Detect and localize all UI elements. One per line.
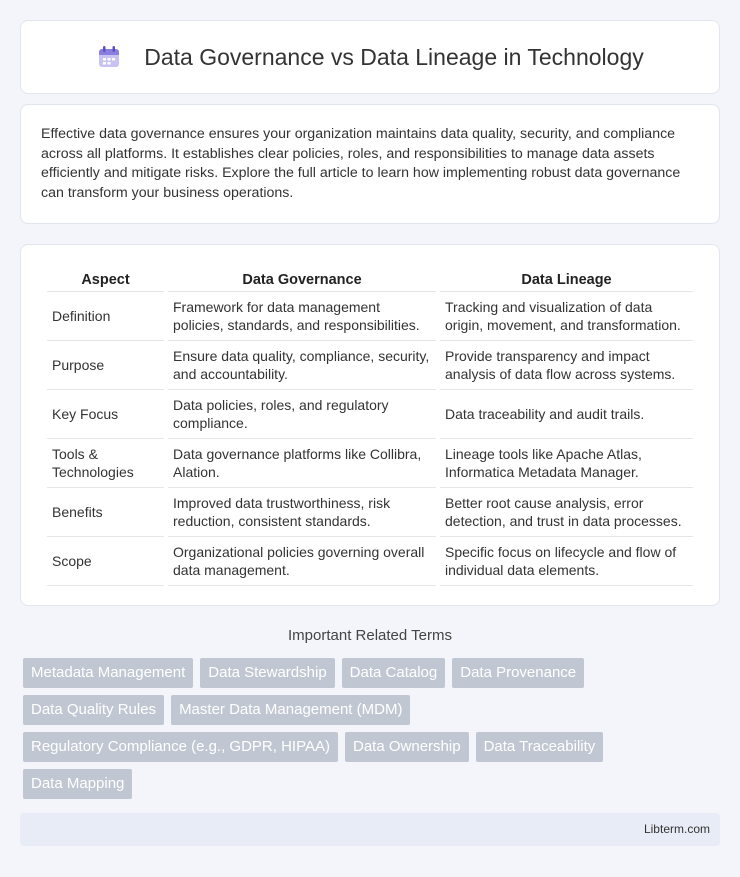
row-governance: Data governance platforms like Collibra, Alation. — [168, 439, 436, 488]
table-row — [47, 341, 693, 390]
row-governance: Ensure data quality, compliance, security, and accountability. — [168, 341, 436, 390]
row-lineage: Specific focus on lifecycle and flow of individual data elements. — [440, 537, 693, 586]
intro-text: Effective data governance ensures your organization maintains data quality, security, and compliance across all platforms. It establishes clear policies, roles, and responsibilities to manage data assets efficiently and mitigate risks. Explore the full article to learn how implementing robust data governance can transform your business operations. — [41, 126, 681, 201]
related-term-tag[interactable]: Data Ownership — [345, 732, 469, 762]
footer — [20, 813, 720, 846]
row-aspect: Key Focus — [47, 390, 164, 439]
related-term-tag[interactable]: Data Stewardship — [200, 658, 334, 688]
header-aspect: Aspect — [47, 265, 164, 292]
intro-card — [20, 104, 720, 224]
table-row — [47, 292, 693, 341]
table-row — [47, 439, 693, 488]
row-aspect: Definition — [47, 292, 164, 341]
calendar-icon — [96, 44, 122, 70]
row-governance: Data policies, roles, and regulatory compliance. — [168, 390, 436, 439]
row-aspect: Scope — [47, 537, 164, 586]
title-card — [20, 20, 720, 94]
related-term-tag[interactable]: Metadata Management — [23, 658, 193, 688]
table-row — [47, 488, 693, 537]
table-header-row — [47, 265, 693, 292]
row-governance: Framework for data management policies, standards, and responsibilities. — [168, 292, 436, 341]
related-term-tag[interactable]: Master Data Management (MDM) — [171, 695, 410, 725]
row-lineage: Data traceability and audit trails. — [440, 390, 693, 439]
table-row — [47, 537, 693, 586]
related-term-tag[interactable]: Data Mapping — [23, 769, 132, 799]
footer-site-link[interactable]: Libterm.com — [643, 822, 710, 836]
related-term-tag[interactable]: Regulatory Compliance (e.g., GDPR, HIPAA) — [23, 732, 338, 762]
row-lineage: Provide transparency and impact analysis of data flow across systems. — [440, 341, 693, 390]
row-governance: Organizational policies governing overall data management. — [168, 537, 436, 586]
related-terms-title: Important Related Terms — [288, 627, 452, 644]
header-data-governance: Data Governance — [168, 265, 436, 292]
row-aspect: Purpose — [47, 341, 164, 390]
related-term-tag[interactable]: Data Traceability — [476, 732, 604, 762]
related-term-tag[interactable]: Data Catalog — [342, 658, 446, 688]
row-aspect: Benefits — [47, 488, 164, 537]
header-data-lineage: Data Lineage — [440, 265, 693, 292]
row-lineage: Tracking and visualization of data origin, movement, and transformation. — [440, 292, 693, 341]
page-title: Data Governance vs Data Lineage in Technology — [144, 43, 644, 70]
comparison-table — [43, 265, 697, 586]
related-terms-list — [23, 658, 663, 806]
row-lineage: Lineage tools like Apache Atlas, Informatica Metadata Manager. — [440, 439, 693, 488]
related-term-tag[interactable]: Data Provenance — [452, 658, 584, 688]
table-row — [47, 390, 693, 439]
comparison-card — [20, 244, 720, 606]
related-term-tag[interactable]: Data Quality Rules — [23, 695, 164, 725]
row-aspect: Tools & Technologies — [47, 439, 164, 488]
row-governance: Improved data trustworthiness, risk reduction, consistent standards. — [168, 488, 436, 537]
row-lineage: Better root cause analysis, error detection, and trust in data processes. — [440, 488, 693, 537]
